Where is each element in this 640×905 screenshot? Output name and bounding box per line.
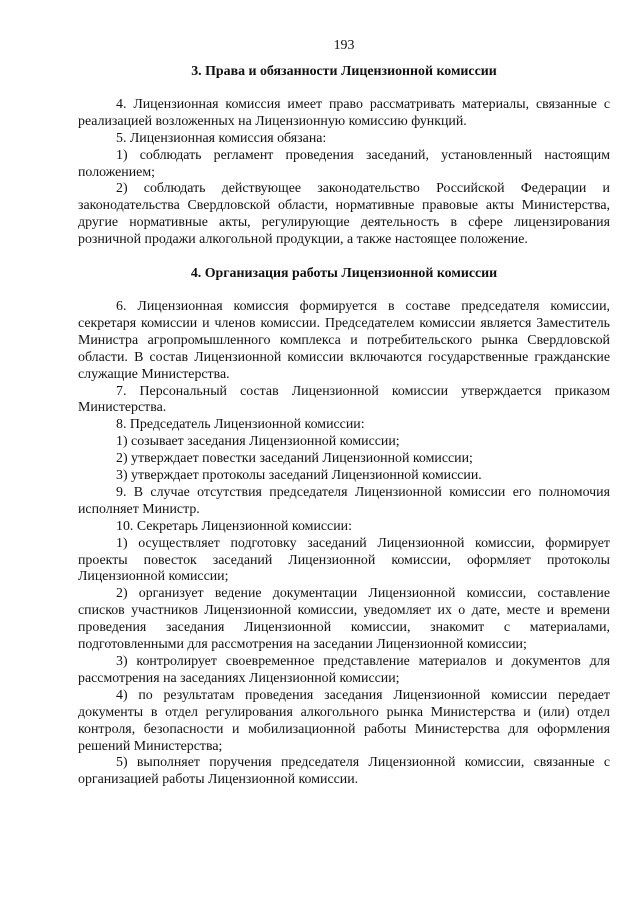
- section-3-paragraph: 4. Лицензионная комиссия имеет право рассматривать материалы, связанные с реализацией возложенных на Лицензионную комиссию функций.: [78, 96, 610, 129]
- section-4-heading: 4. Организация работы Лицензионной комиссии: [190, 266, 498, 282]
- section-4-paragraph: 9. В случае отсутствия председателя Лицензионной комиссии его полномочия исполняет Министр.: [78, 484, 610, 517]
- section-4-paragraph: 6. Лицензионная комиссия формируется в составе председателя комиссии, секретаря комиссии и членов комиссии. Председателем комиссии является Заместитель Министра агропромышленного комплекса и потребительского рынка Свердловской области. В состав Лицензионной комиссии включаются государственные гражданские служащие Министерства.: [78, 298, 610, 382]
- section-3-paragraph: 1) соблюдать регламент проведения заседаний, установленный настоящим положением;: [78, 147, 610, 180]
- section-4-paragraph: 7. Персональный состав Лицензионной комиссии утверждается приказом Министерства.: [78, 383, 610, 416]
- section-4-paragraph: 3) утверждает протоколы заседаний Лицензионной комиссии.: [116, 468, 482, 484]
- section-3-heading: 3. Права и обязанности Лицензионной комиссии: [191, 64, 497, 79]
- section-4-paragraph: 5) выполняет поручения председателя Лицензионной комиссии, связанные с организацией работы Лицензионной комиссии.: [78, 755, 610, 788]
- page-number: 193: [333, 38, 355, 53]
- section-3-paragraph: 5. Лицензионная комиссия обязана:: [116, 130, 327, 146]
- section-4-paragraph: 2) утверждает повестки заседаний Лицензионной комиссии;: [116, 451, 473, 467]
- section-3-paragraph: 2) соблюдать действующее законодательство Российской Федерации и законодательства Свердловской области, нормативные правовые акты Министерства, другие нормативные акты, регулирующие деятельность в сфере лицензирования розничной продажи алкогольной продукции, а также настоящее положение.: [78, 181, 610, 248]
- section-4-paragraph: 3) контролирует своевременное представление материалов и документов для рассмотрения на заседаниях Лицензионной комиссии;: [78, 654, 610, 686]
- section-4-paragraph: 8. Председатель Лицензионной комиссии:: [116, 417, 365, 433]
- section-4-paragraph: 1) созывает заседания Лицензионной комиссии;: [116, 434, 400, 450]
- document-page: [78, 38, 610, 789]
- section-4-paragraph: 2) организует ведение документации Лицензионной комиссии, составление списков участников Лицензионной комиссии, уведомляет их о дате, месте и времени проведения заседания Лицензионной комиссии, знакомит с материалами, подготовленными для рассмотрения на заседании Лицензионной комиссии;: [78, 586, 610, 653]
- section-4-paragraph: 10. Секретарь Лицензионной комиссии:: [116, 518, 352, 534]
- section-4-paragraph: 4) по результатам проведения заседания Лицензионной комиссии передает документы в отдел регулирования алкогольного рынка Министерства и (или) отдел контроля, безопасности и мобилизационной работы Министерства для оформления решений Министерства;: [78, 687, 610, 754]
- section-4-paragraph: 1) осуществляет подготовку заседаний Лицензионной комиссии, формирует проекты повесток заседаний Лицензионной комиссии, оформляет протоколы Лицензионной комиссии;: [78, 535, 610, 585]
